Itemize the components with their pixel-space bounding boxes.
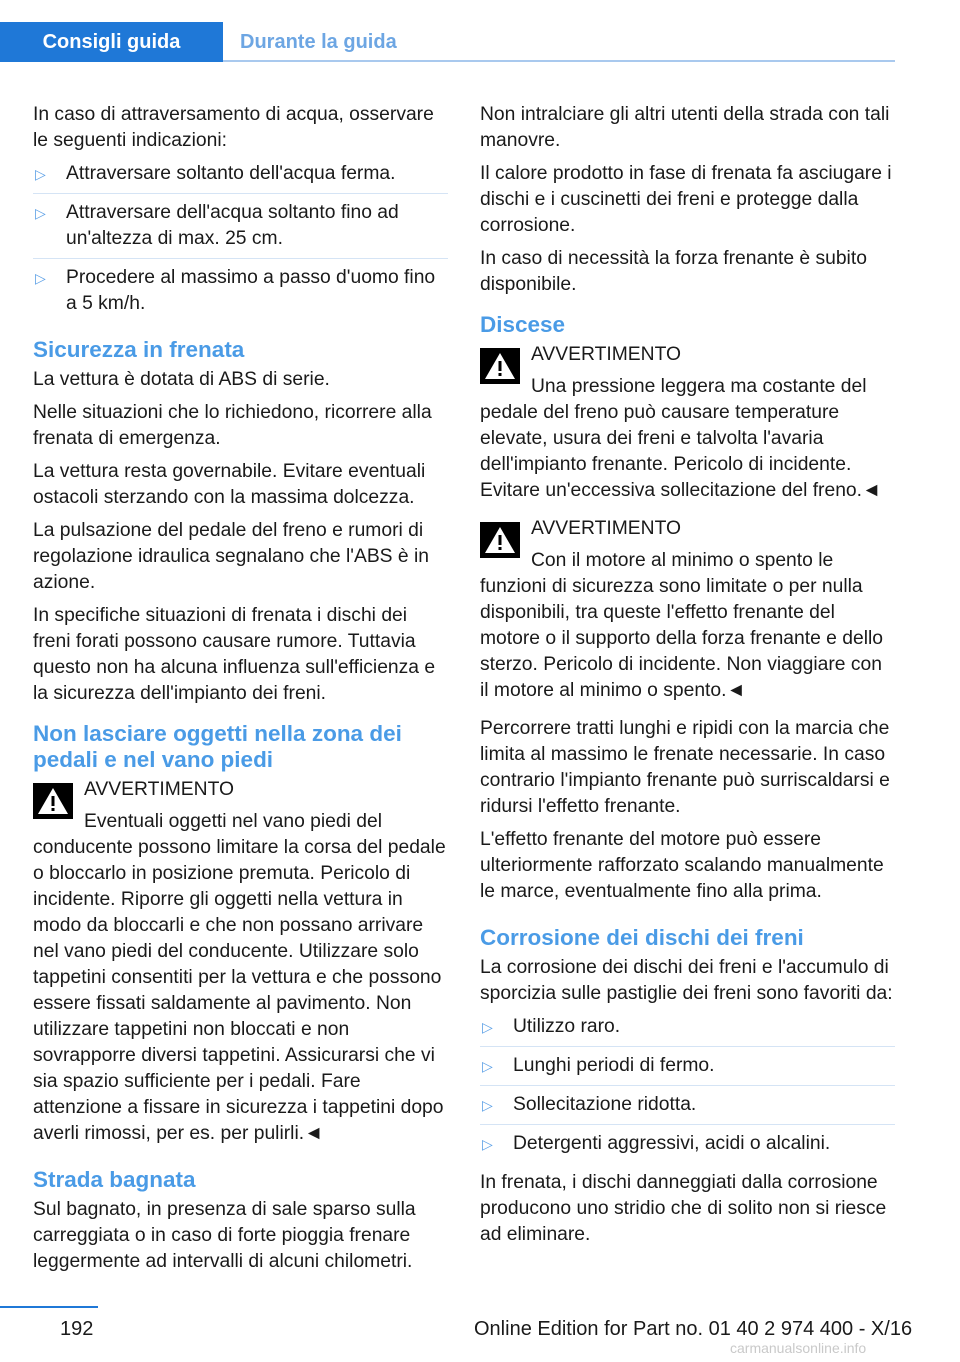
triangle-right-icon: ▷ bbox=[482, 1019, 493, 1035]
section-tab-consigli-guida[interactable] bbox=[0, 22, 223, 62]
paragraph: In caso di necessità la forza frenante è subito disponibile. bbox=[480, 248, 867, 295]
warning-block bbox=[480, 342, 895, 504]
section-heading-wet-road: Strada bagnata bbox=[33, 1167, 196, 1192]
paragraph: Percorrere tratti lunghi e ripidi con la marcia che limita al massimo le frenate necessarie. In caso contrario l'impianto frenante può surriscaldarsi e ridursi l'effetto frenante. bbox=[480, 718, 890, 817]
water-list bbox=[33, 161, 448, 323]
warning-block bbox=[33, 777, 448, 1147]
section-tab-label: Consigli guida bbox=[42, 30, 181, 53]
triangle-right-icon: ▷ bbox=[482, 1136, 493, 1152]
right-column bbox=[480, 102, 895, 1255]
section-heading-brake-corrosion: Corrosione dei dischi dei freni bbox=[480, 925, 804, 950]
list-item bbox=[480, 1053, 895, 1086]
paragraph: Nelle situazioni che lo richiedono, ricorrere alla frenata di emergenza. bbox=[33, 402, 432, 449]
watermark: carmanualsonline.info bbox=[730, 1340, 867, 1356]
paragraph: Il calore prodotto in fase di frenata fa asciugare i dischi e i cuscinetti dei freni e protegge dalla corrosione. bbox=[480, 163, 892, 236]
warning-title: AVVERTIMENTO bbox=[531, 344, 681, 365]
warning-triangle-icon bbox=[33, 783, 73, 819]
triangle-right-icon: ▷ bbox=[482, 1058, 493, 1074]
section-tab-durante-la-guida[interactable] bbox=[240, 22, 397, 62]
paragraph: L'effetto frenante del motore può essere ulteriormente rafforzato scalando manualmente le marce, eventualmente fino alla prima. bbox=[480, 829, 884, 902]
section-heading-brake-safety: Sicurezza in frenata bbox=[33, 337, 245, 362]
triangle-right-icon: ▷ bbox=[35, 270, 46, 286]
warning-text: Con il motore al minimo o spento le funzioni di sicurezza sono limitate o per nulla disponibili, tra queste l'effetto frenante del motore o il supporto della forza frenante e dello sterzo. Pericolo di incidente. Non viaggiare con il motore al minimo o spento.◄ bbox=[480, 550, 884, 701]
warning-block bbox=[480, 516, 895, 704]
list-item bbox=[480, 1014, 895, 1047]
list-item-text: Attraversare soltanto dell'acqua ferma. bbox=[66, 163, 396, 184]
section-heading-pedal-area: Non lasciare oggetti nella zona dei pedali e nel vano piedi bbox=[33, 721, 402, 772]
triangle-right-icon: ▷ bbox=[35, 205, 46, 221]
warning-text: Una pressione leggera ma costante del pedale del freno può causare temperature elevate, usura dei freni e talvolta l'avaria dell'impianto frenante. Pericolo di incidente. Evitare un'eccessiva sollecitazione del freno.◄ bbox=[480, 376, 882, 501]
paragraph: La pulsazione del pedale del freno e rumori di regolazione idraulica segnalano che l'ABS è in azione. bbox=[33, 520, 429, 593]
warning-triangle-icon bbox=[480, 522, 520, 558]
paragraph: La vettura resta governabile. Evitare eventuali ostacoli sterzando con la massima dolcezza. bbox=[33, 461, 426, 508]
paragraph: In frenata, i dischi danneggiati dalla corrosione producono uno stridio che di solito non si riesce ad eliminare. bbox=[480, 1172, 887, 1245]
paragraph: La vettura è dotata di ABS di serie. bbox=[33, 369, 330, 390]
warning-text: Eventuali oggetti nel vano piedi del conducente possono limitare la corsa del pedale o bloccarlo in posizione premuta. Pericolo di incidente. Riporre gli oggetti nella vettura in modo da bloccarli e che non possano arrivare nel vano piedi del conducente. Utilizzare solo tappetini consentiti per la vettura e che possono essere fissati saldamente al pavimento. Non utilizzare tappetini non bloccati e non sovrapporre diversi tappetini. Assicurarsi che vi sia spazio sufficiente per i pedali. Fare attenzione a fissare in sicurezza i tappetini dopo averli rimossi, per es. per pulirli.◄ bbox=[33, 811, 446, 1144]
list-item bbox=[33, 161, 448, 194]
list-item-text: Sollecitazione ridotta. bbox=[513, 1094, 697, 1115]
header-divider bbox=[223, 60, 895, 62]
list-item-text: Utilizzo raro. bbox=[513, 1016, 621, 1037]
corrosion-list bbox=[480, 1014, 895, 1163]
warning-title: AVVERTIMENTO bbox=[84, 779, 234, 800]
warning-title: AVVERTIMENTO bbox=[531, 518, 681, 539]
paragraph: Non intralciare gli altri utenti della strada con tali manovre. bbox=[480, 104, 890, 151]
page-header bbox=[0, 0, 895, 62]
paragraph: In specifiche situazioni di frenata i dischi dei freni forati possono causare rumore. Tuttavia questo non ha alcuna influenza sull'efficienza e la sicurezza dell'impianto dei freni. bbox=[33, 605, 436, 704]
list-item bbox=[480, 1092, 895, 1125]
triangle-right-icon: ▷ bbox=[35, 166, 46, 182]
list-item-text: Detergenti aggressivi, acidi o alcalini. bbox=[513, 1133, 831, 1154]
footer-divider bbox=[0, 1306, 98, 1308]
page-number: 192 bbox=[60, 1318, 94, 1340]
paragraph: In caso di attraversamento di acqua, osservare le seguenti indicazioni: bbox=[33, 104, 434, 151]
list-item-text: Attraversare dell'acqua soltanto fino ad un'altezza di max. 25 cm. bbox=[66, 202, 399, 249]
paragraph: La corrosione dei dischi dei freni e l'accumulo di sporcizia sulle pastiglie dei freni sono favoriti da: bbox=[480, 957, 893, 1004]
warning-triangle-icon bbox=[480, 348, 520, 384]
list-item-text: Lunghi periodi di fermo. bbox=[513, 1055, 715, 1076]
triangle-right-icon: ▷ bbox=[482, 1097, 493, 1113]
section-heading-descents: Discese bbox=[480, 312, 566, 337]
left-column bbox=[33, 102, 448, 1282]
paragraph: Sul bagnato, in presenza di sale sparso sulla carreggiata o in caso di forte pioggia frenare leggermente ad intervalli di alcuni chilometri. bbox=[33, 1199, 416, 1272]
list-item bbox=[480, 1131, 895, 1163]
list-item bbox=[33, 265, 448, 323]
list-item-text: Procedere al massimo a passo d'uomo fino a 5 km/h. bbox=[66, 267, 436, 314]
edition-note: Online Edition for Part no. 01 40 2 974 400 - X/16 bbox=[474, 1318, 913, 1340]
section-tab-label: Durante la guida bbox=[240, 30, 397, 53]
list-item bbox=[33, 200, 448, 259]
